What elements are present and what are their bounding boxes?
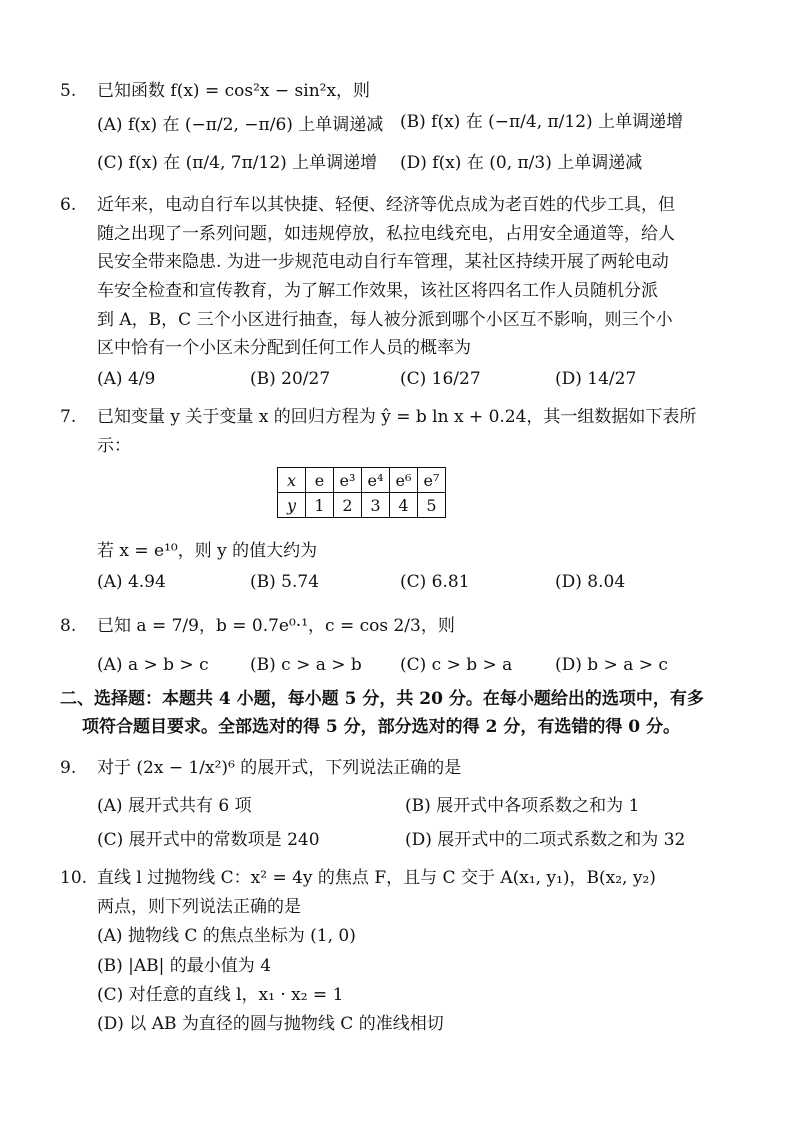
question-6-option-a: (A) 4/9 — [97, 369, 156, 389]
question-10-option-c: (C) 对任意的直线 l，x₁ · x₂ = 1 — [97, 985, 344, 1005]
question-7-number: 7. — [60, 407, 77, 427]
table-cell: 4 — [390, 493, 418, 518]
table-cell: e⁷ — [418, 468, 446, 493]
question-8-number: 8. — [60, 616, 77, 636]
table-cell: 1 — [306, 493, 334, 518]
table-cell: e⁶ — [390, 468, 418, 493]
table-row — [278, 493, 446, 518]
section-2-instructions: 项符合题目要求。全部选对的得 5 分，部分选对的得 2 分，有选错的得 0 分。 — [82, 717, 680, 737]
question-5-number: 5. — [60, 81, 77, 101]
question-6-option-b: (B) 20/27 — [250, 369, 331, 389]
section-2-heading: 二、选择题：本题共 4 小题，每小题 5 分，共 20 分。在每小题给出的选项中，有多 — [60, 689, 704, 709]
table-row — [278, 468, 446, 493]
question-9-option-b: (B) 展开式中各项系数之和为 1 — [405, 796, 640, 816]
question-9-option-d: (D) 展开式中的二项式系数之和为 32 — [405, 830, 686, 850]
question-8-stem: 已知 a = 7/9，b = 0.7e⁰·¹，c = cos 2/3，则 — [97, 616, 455, 636]
table-cell: 3 — [362, 493, 390, 518]
question-6-option-c: (C) 16/27 — [400, 369, 481, 389]
question-6-stem-line: 到 A，B，C 三个小区进行抽查，每人被分派到哪个小区互不影响，则三个小 — [97, 310, 673, 330]
question-10-stem-line: 两点，则下列说法正确的是 — [97, 897, 301, 917]
question-9-option-c: (C) 展开式中的常数项是 240 — [97, 830, 320, 850]
question-9-option-a: (A) 展开式共有 6 项 — [97, 796, 252, 816]
question-9-stem: 对于 (2x − 1/x²)⁶ 的展开式，下列说法正确的是 — [97, 758, 462, 778]
question-8-option-c: (C) c > b > a — [400, 655, 513, 675]
question-7-option-b: (B) 5.74 — [250, 572, 320, 592]
question-5-option-a: (A) f(x) 在 (−π/2, −π/6) 上单调递减 — [97, 115, 384, 135]
question-9-number: 9. — [60, 758, 77, 778]
question-10-option-b: (B) |AB| 的最小值为 4 — [97, 956, 272, 976]
question-5-option-b: (B) f(x) 在 (−π/4, π/12) 上单调递增 — [400, 112, 684, 132]
question-8-option-a: (A) a > b > c — [97, 655, 209, 675]
question-6-stem-line: 区中恰有一个小区未分配到任何工作人员的概率为 — [97, 338, 471, 358]
question-5-option-c: (C) f(x) 在 (π/4, 7π/12) 上单调递增 — [97, 153, 378, 173]
table-cell: y — [278, 493, 306, 518]
regression-data-table — [277, 467, 446, 518]
question-7-option-a: (A) 4.94 — [97, 572, 166, 592]
question-6-number: 6. — [60, 195, 77, 215]
question-7-condition: 若 x = e¹⁰，则 y 的值大约为 — [97, 541, 318, 561]
question-7-stem-line: 示： — [97, 436, 131, 456]
question-10-option-a: (A) 抛物线 C 的焦点坐标为 (1, 0) — [97, 926, 356, 946]
table-cell: 2 — [334, 493, 362, 518]
table-cell: x — [278, 468, 306, 493]
table-cell: e — [306, 468, 334, 493]
question-7-option-c: (C) 6.81 — [400, 572, 470, 592]
question-6-option-d: (D) 14/27 — [555, 369, 637, 389]
question-6-stem-line: 民安全带来隐患. 为进一步规范电动自行车管理，某社区持续开展了两轮电动 — [97, 252, 669, 272]
question-6-stem-line: 车安全检查和宣传教育，为了解工作效果，该社区将四名工作人员随机分派 — [97, 281, 658, 301]
question-5-option-d: (D) f(x) 在 (0, π/3) 上单调递减 — [400, 153, 643, 173]
question-8-option-b: (B) c > a > b — [250, 655, 362, 675]
question-8-option-d: (D) b > a > c — [555, 655, 668, 675]
table-cell: 5 — [418, 493, 446, 518]
question-10-number: 10. — [60, 868, 88, 888]
question-7-stem-line: 已知变量 y 关于变量 x 的回归方程为 ŷ = b ln x + 0.24，其一组数据如下表所 — [97, 407, 697, 427]
question-10-stem-line: 直线 l 过抛物线 C：x² = 4y 的焦点 F，且与 C 交于 A(x₁, y₁)，B(x₂, y₂) — [97, 868, 656, 888]
question-10-option-d: (D) 以 AB 为直径的圆与抛物线 C 的准线相切 — [97, 1014, 444, 1034]
question-6-stem-line: 近年来，电动自行车以其快捷、轻便、经济等优点成为老百姓的代步工具，但 — [97, 195, 675, 215]
table-cell: e⁴ — [362, 468, 390, 493]
table-cell: e³ — [334, 468, 362, 493]
question-7-option-d: (D) 8.04 — [555, 572, 626, 592]
question-5-stem: 已知函数 f(x) = cos²x − sin²x，则 — [97, 81, 371, 101]
question-6-stem-line: 随之出现了一系列问题，如违规停放，私拉电线充电，占用安全通道等，给人 — [97, 224, 675, 244]
